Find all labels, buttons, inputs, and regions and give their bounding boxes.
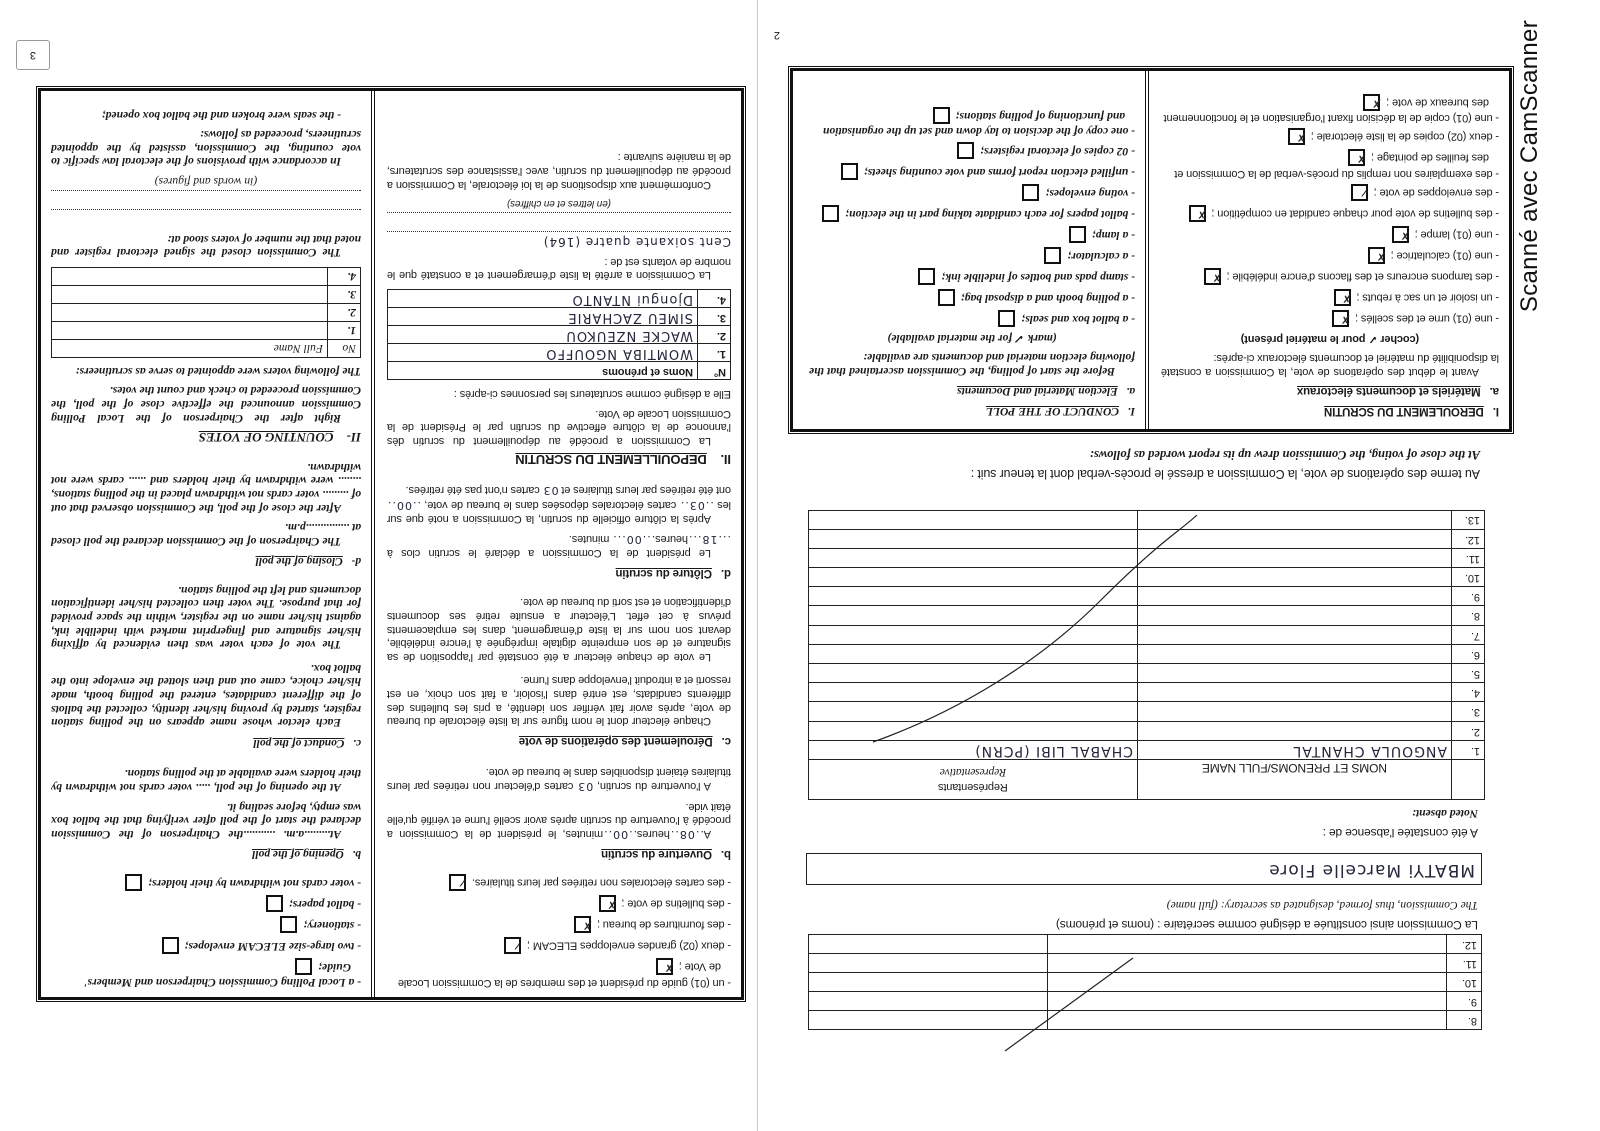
fr-d-p2: Après la clôture officielle du scrutin, la Commission a noté que sur les ..03.. cartes électorales déposées dans le bureau de vote, ..00.. ont été retirées par leurs titulaires et 03 cartes n'ont pas été retirées. <box>386 483 731 526</box>
checklist-item-label: - ballot papers; <box>288 898 361 912</box>
camscanner-watermark: Scanné avec CamScanner <box>1516 20 1543 313</box>
checklist-item <box>809 163 1135 180</box>
fr-b-p2: A l'ouverture du scrutin, 03 cartes d'électeur non retirées par leurs titulaires étaient disponibles dans le bureau de vote. <box>387 766 731 794</box>
checklist-item-label: - deux (02) grandes enveloppes ELECAM ; <box>527 940 731 952</box>
checklist-item <box>809 226 1135 243</box>
scrutineer-name: SIMEU ZACHARIE <box>388 308 698 326</box>
row-number: 1. <box>328 322 361 340</box>
checklist-item <box>387 874 731 891</box>
checklist-item <box>1161 128 1499 145</box>
checklist-item-label: - une (01) lampe ; <box>1414 228 1499 241</box>
checklist-item-label: - des bulletins de vote pour chaque candidat en compétition ; <box>1211 207 1499 220</box>
checklist-item-label: - un (01) guide du président et des membres de la Commission Locale de Vote ; <box>398 961 731 989</box>
secretary-label-en: The Commission, thus formed, designated as secretary: (full name) <box>1166 899 1478 912</box>
checklist-item-label: - voting envelopes; <box>1045 186 1135 200</box>
column-divider <box>371 91 375 997</box>
checklist-item <box>809 142 1135 159</box>
checklist-item <box>809 247 1135 264</box>
fr-ii-p2: Elle a désigné comme scrutateurs les personnes ci-après : <box>454 387 731 400</box>
row-number: 5. <box>1452 664 1485 683</box>
absent-representative <box>809 625 1138 644</box>
checkbox[interactable]: ✗ <box>1288 128 1305 145</box>
checkbox[interactable]: ✗ <box>574 916 591 933</box>
checklist-item <box>51 958 361 989</box>
checkbox[interactable] <box>1044 247 1061 264</box>
absent-name <box>1138 625 1452 644</box>
row-number: 12. <box>1447 935 1482 954</box>
secretary-name: MBATYi Marcelle Flore <box>1268 860 1475 880</box>
checklist-item-label: - ballot papers for each candidate taking part in the election; <box>845 207 1135 221</box>
checklist-item-label: - des tampons encreurs et des flacons d'encre indélébile ; <box>1226 270 1499 283</box>
absent-representative <box>809 587 1138 606</box>
en-ii-p2: The following voters were appointed to serve as scrutineers: <box>75 364 361 378</box>
scrutineers-table-en <box>51 267 361 358</box>
checklist-item <box>1161 247 1499 264</box>
checklist-item-label: - stamp pads and bottles of indelible ink; <box>941 270 1135 284</box>
row-number: 10. <box>1452 568 1485 587</box>
checklist-item-label: - un isoloir et un sac à rebuts ; <box>1356 291 1499 304</box>
left-page-fr <box>377 91 741 997</box>
checkbox[interactable] <box>295 958 312 975</box>
checkbox[interactable] <box>918 268 935 285</box>
checkbox[interactable]: ✗ <box>1348 149 1365 166</box>
checklist-item-label: - des enveloppes de vote ; <box>1373 186 1499 199</box>
en-b-heading: b. Opening of the poll <box>252 848 361 861</box>
checklist-item-label: - stationery; <box>303 919 361 933</box>
fr-c-p2: Le vote de chaque électeur a été constaté par l'apposition de sa signature et de son empreinte digitale imprégnée à l'encre indélébile, devant son nom sur la liste d'émargement, dans les emplacements prévus à cet effet. L'électeur a ensuite retiré ses documents d'identification et est sorti du bureau de vote. <box>387 596 731 663</box>
table-row <box>388 326 731 344</box>
absent-name <box>1138 721 1452 740</box>
scrutineers-header-no: N° <box>698 362 731 380</box>
table-row <box>809 625 1485 644</box>
checklist-item-label: - des exemplaires non remplis du procès-verbal de la Commission et des feuilles de pointage ; <box>1174 152 1499 181</box>
scrutineer-name <box>52 286 328 304</box>
absent-name <box>1138 529 1452 548</box>
row-number: 9. <box>1452 587 1485 606</box>
row-number: 11. <box>1447 954 1482 973</box>
checklist-item-label: - une (01) calculatrice ; <box>1390 249 1499 262</box>
absent-table-header <box>809 760 1485 800</box>
table-row <box>809 568 1485 587</box>
checklist-item <box>809 310 1135 327</box>
row-number: 13. <box>1452 510 1485 529</box>
checkbox[interactable] <box>280 916 297 933</box>
scrutineer-name <box>52 268 328 286</box>
table-row <box>809 529 1485 548</box>
table-row <box>388 290 731 308</box>
absent-representative <box>809 702 1138 721</box>
section1-fr-subheading: a. Matériels et documents électoraux <box>1296 385 1499 398</box>
absent-representative <box>809 721 1138 740</box>
checklist-item-label: - a ballot box and seals; <box>1021 312 1135 326</box>
page-number-right: 2 <box>774 29 780 41</box>
scrutineers-header-name: Noms et prénoms <box>388 362 698 380</box>
row-number: 11. <box>1452 548 1485 567</box>
row-number: 12. <box>1452 529 1485 548</box>
en-ii-p5: - the seals were broken and the ballot box opened; <box>101 108 341 122</box>
checklist-item <box>1161 289 1499 306</box>
checkbox[interactable] <box>162 937 179 954</box>
section1-en-heading: I. CONDUCT OF THE POLL <box>986 405 1135 417</box>
row-number: 3. <box>328 286 361 304</box>
en-d-heading: d- Closing of the poll <box>255 555 361 568</box>
checkbox[interactable] <box>933 107 950 124</box>
scrutineer-name <box>52 322 328 340</box>
section1-fr <box>1151 71 1509 429</box>
secretary-label-fr: La Commission ainsi constituée a désigné comme secrétaire : (noms et prénoms) <box>1056 918 1478 932</box>
fr-ii-hint: (en lettres et en chiffres) <box>507 198 611 210</box>
table-row <box>809 740 1485 759</box>
fr-c-p1: Chaque électeur dont le nom figure sur la liste électorale du bureau de vote, après avoir fait vérifier son identité, a pris les bulletins des différents candidats, est entré dans l'isoloir, a fait son choix, en est ressorti et a introduit l'enveloppe dans l'urne. <box>387 674 731 728</box>
header-full-name: NOMS ET PRENOMS/FULL NAME <box>1138 760 1452 800</box>
table-row <box>52 286 361 304</box>
checkbox[interactable]: ✗ <box>1392 226 1409 243</box>
checklist-item <box>51 895 361 912</box>
section-conduct-box <box>790 68 1512 432</box>
checklist-item-label: - two large-size ELECAM envelopes; <box>184 940 361 954</box>
checkbox[interactable] <box>822 205 839 222</box>
strike-line-members <box>1005 958 1133 1051</box>
checklist-item <box>1161 184 1499 201</box>
checklist-item <box>387 958 731 989</box>
checklist-item <box>809 289 1135 306</box>
absent-name <box>1138 683 1452 702</box>
table-row <box>809 702 1485 721</box>
table-row <box>388 308 731 326</box>
checklist-item-label: - une (01) urne et des scellés ; <box>1355 312 1499 325</box>
row-number: 8. <box>1452 606 1485 625</box>
fr-ii-heading: II. DEPOUILLEMENT DU SCRUTIN <box>515 452 731 468</box>
absent-representative: CHABAL LIBI (PCRN) <box>809 740 1138 759</box>
checkbox[interactable]: ✗ <box>1368 247 1385 264</box>
absence-label-fr: A été constatée l'absence de : <box>1322 826 1478 840</box>
absent-name <box>1138 664 1452 683</box>
scrutineers-header-no: No <box>328 340 361 358</box>
fr-ii-p4: Conformément aux dispositions de la loi électorale, la Commission a procédé au dépouillement du scrutin, avec l'assistance des scrutateurs, de la manière suivante : <box>387 151 731 191</box>
en-b-p2: At the opening of the poll, ..... voter cards not withdrawn by their holders were available at the polling station. <box>51 767 361 795</box>
absent-name <box>1138 702 1452 721</box>
absent-name <box>1138 587 1452 606</box>
checklist-item <box>51 874 361 891</box>
section1-en-hint: (mark ✓ for the material available) <box>887 331 1057 345</box>
checklist-item <box>1161 310 1499 327</box>
row-number: 4. <box>698 290 731 308</box>
absent-representative <box>809 606 1138 625</box>
fr-c-heading: c. Déroulement des opérations de vote <box>518 734 731 747</box>
section1-en-intro: Before the start of polling, the Commission ascertained that the following election material and documents are available: <box>809 351 1135 378</box>
checkbox[interactable] <box>998 310 1015 327</box>
absence-label-en: Noted absent: <box>1411 807 1478 820</box>
en-ii-p4: In accordance with provisions of the electoral law specific to vote counting, the Commission, assisted by the appointed scrutineers, proceeded as follows: <box>51 128 361 169</box>
checkbox[interactable]: ✗ <box>1204 268 1221 285</box>
checkbox[interactable]: ✗ <box>1334 289 1351 306</box>
table-row <box>809 510 1485 529</box>
table-row <box>809 664 1485 683</box>
absent-representative <box>809 510 1138 529</box>
checklist-item-label: - voter cards not withdrawn by their holders; <box>148 877 361 891</box>
row-number: 9. <box>1447 992 1482 1011</box>
checklist-item-label: - a polling booth and a disposal bag; <box>960 291 1135 305</box>
dotted-line <box>51 190 361 207</box>
checkbox[interactable]: ✗ <box>1363 94 1380 111</box>
checklist-item <box>809 205 1135 222</box>
row-number: 8. <box>1447 1011 1482 1030</box>
checklist-item <box>387 895 731 912</box>
absent-representative <box>809 683 1138 702</box>
checkbox[interactable]: ✗ <box>1332 310 1349 327</box>
dotted-line <box>51 209 361 226</box>
scrutineer-name: WOMTIBA NGOUFFO <box>388 344 698 362</box>
checklist-item-label: - a lamp; <box>1091 228 1135 242</box>
en-ii-heading: II- COUNTING OF VOTES <box>198 430 361 446</box>
checklist-item <box>1161 205 1499 222</box>
checklist-item-label: - a Local Polling Commission Chairperson and Members' Guide; <box>84 961 361 989</box>
row-number: 6. <box>1452 644 1485 663</box>
checklist-item-label: - one copy of the decision to lay down and set up the organisation and functioning of polling stations; <box>822 110 1135 139</box>
absent-representative <box>809 664 1138 683</box>
absent-representative <box>809 529 1138 548</box>
checklist-item-label: - unfilled election report forms and vote counting sheets; <box>863 165 1135 179</box>
row-number: 3. <box>1452 702 1485 721</box>
checklist-item-label: - 02 copies of electoral registers; <box>980 144 1135 158</box>
absent-name <box>1138 548 1452 567</box>
absent-name <box>1138 644 1452 663</box>
row-number: 4. <box>328 268 361 286</box>
secretary-box <box>806 853 1482 885</box>
absent-name <box>1138 606 1452 625</box>
header-rep-fr: Représentants <box>938 781 1008 794</box>
row-number: 3. <box>698 308 731 326</box>
scrutineer-name: WACKE NZEUKOU <box>388 326 698 344</box>
checkbox[interactable] <box>1022 184 1039 201</box>
checklist-item <box>809 184 1135 201</box>
section1-fr-intro: Avant le début des opérations de vote, la Commission a constaté la disponibilité du matériel et documents électoraux ci-après: <box>1161 352 1499 378</box>
table-row <box>388 344 731 362</box>
checkbox[interactable]: ✗ <box>1189 205 1206 222</box>
row-number: 1. <box>1452 740 1485 759</box>
en-c-p1: Each elector whose name appears on the polling station register, started by proving his/her identity, collected the ballots of the different candidates, entered the polling booth, made his/her choice, came out and then slotted the envelope into the ballot box. <box>51 661 361 730</box>
row-number: 2. <box>698 326 731 344</box>
en-d-p2: After the close of the poll, the Commission observed that out of ......... voter cards not withdrawn placed in the polling stations, ........ were withdrawn by their holders and ...... cards were not withdrawn. <box>51 460 361 515</box>
table-row <box>52 304 361 322</box>
row-number: 10. <box>1447 973 1482 992</box>
closing-statement-en: At the close of voting, the Commission drew up its report worded as follows: <box>1089 448 1480 462</box>
checkbox[interactable]: ✗ <box>599 895 616 912</box>
en-c-heading: c. Conduct of the poll <box>253 736 361 749</box>
table-row <box>809 721 1485 740</box>
row-number: 2. <box>328 304 361 322</box>
checkbox[interactable] <box>266 895 283 912</box>
table-row <box>809 683 1485 702</box>
section1-en <box>799 71 1145 429</box>
checklist-item-label: - des bulletins de vote ; <box>621 898 731 910</box>
left-page-en <box>41 91 371 997</box>
checkbox[interactable] <box>841 163 858 180</box>
page-number-left: 3 <box>16 40 50 70</box>
voters-count: Cent soixante quatre (164) <box>542 235 731 250</box>
closing-statement-fr: Au terme des opérations de vote, la Commission a dressé le procès-verbal dont la teneur suit : <box>970 467 1480 481</box>
row-number: 4. <box>1452 683 1485 702</box>
checklist-item <box>387 937 731 954</box>
fr-b-p1: A..08..heures..00..minutes, le président de la Commission a procédé à l'ouverture du scrutin après avoir scellé l'urne et vérifié qu'elle était vide. <box>387 800 731 841</box>
fr-d-p1: Le président de la Commission a déclaré le scrutin clos à ...18...heures...00... minutes. <box>387 532 731 560</box>
fr-ii-p1: La Commission a procédé au dépouillement du scrutin dès l'annonce de la clôture effective du scrutin par le Président de la Commission Locale de Vote. <box>387 407 731 447</box>
checklist-item-label: - une (01) copie de la décision fixant l'organisation et le fonctionnement des bureaux de vote ; <box>1163 96 1499 125</box>
row-number: 1. <box>698 344 731 362</box>
checklist-item-label: - deux (02) copies de la liste électorale ; <box>1311 131 1499 144</box>
checklist-item-label: - des fournitures de bureau ; <box>597 919 731 931</box>
checklist-item <box>1161 268 1499 285</box>
absent-table <box>808 510 1485 800</box>
en-b-p1: At.........a.m. ...........the Chairperson of the Commission declared the start of the poll after verifying that the ballot box was empty, before sealing it. <box>51 800 361 841</box>
checkbox[interactable] <box>938 289 955 306</box>
checklist-item <box>387 916 731 933</box>
checklist-item-label: - a calculator; <box>1067 249 1135 263</box>
checklist-item <box>809 268 1135 285</box>
checkbox[interactable] <box>125 874 142 891</box>
checklist-item-label: - des cartes électorales non retirées par leurs titulaires. <box>472 877 731 889</box>
scrutineer-name <box>52 304 328 322</box>
section1-fr-heading: I. DEROULEMENT DU SCRUTIN <box>1324 405 1499 417</box>
en-c-p2: The vote of each voter was then evidenced by affixing his/her signature and fingerprint marked with indelible ink, against his/her name on the register, within the space provided for that purpose. The voter then collected his/her identification documents and left the polling station. <box>51 583 361 652</box>
scrutineers-header-name: Full Name <box>52 340 328 358</box>
fr-ii-p3: La Commission a arrêté la liste d'émargement et a constaté que le nombre de votants est de : <box>387 255 731 282</box>
absent-representative <box>809 644 1138 663</box>
en-d-p1: The Chairperson of the Commission declared the poll closed at ...............p.m. <box>51 521 361 548</box>
checklist-item <box>51 916 361 933</box>
table-row <box>809 587 1485 606</box>
row-number: 7. <box>1452 625 1485 644</box>
en-ii-p1: Right after the Chairperson of the Local Polling Commission announced the effective close of the poll, the Commission proceeded to check and count the votes. <box>51 384 361 425</box>
section1-fr-hint: (cocher ✓ pour le matériel présent) <box>1240 332 1420 345</box>
table-row <box>809 644 1485 663</box>
checklist-item <box>1161 94 1499 125</box>
en-ii-hint: (in words and figures) <box>154 175 258 188</box>
checklist-item <box>1161 149 1499 180</box>
en-ii-p3: The Commission closed the signed electoral register and noted that the number of voters stood at: <box>51 232 361 260</box>
row-number: 2. <box>1452 721 1485 740</box>
column-divider <box>1145 71 1149 429</box>
checkbox[interactable]: ✓ <box>1351 184 1368 201</box>
table-row <box>52 322 361 340</box>
absent-name <box>1138 510 1452 529</box>
header-rep-en: Representative <box>939 766 1007 780</box>
checklist-item <box>809 107 1135 138</box>
scrutineers-table-fr <box>387 289 731 380</box>
absent-name <box>1138 568 1452 587</box>
checklist-item <box>51 937 361 954</box>
checkbox[interactable] <box>1069 226 1086 243</box>
voters-count-line <box>387 231 731 248</box>
scrutineer-name: Djongui NTANTO <box>388 290 698 308</box>
checklist-item <box>1161 226 1499 243</box>
absent-name: ANGOULA CHANTAL <box>1138 740 1452 759</box>
table-row <box>52 268 361 286</box>
checkbox[interactable]: ✓ <box>449 874 466 891</box>
fr-b-heading: b. Ouverture du scrutin <box>601 848 731 861</box>
left-page-box <box>38 88 744 1000</box>
checkbox[interactable]: ✗ <box>656 958 673 975</box>
table-row <box>809 548 1485 567</box>
absent-representative <box>809 568 1138 587</box>
section1-en-subheading: a. Election Material and Documents <box>957 385 1135 398</box>
checkbox[interactable] <box>957 142 974 159</box>
table-row <box>809 606 1485 625</box>
dotted-line <box>387 212 731 229</box>
checkbox[interactable]: ✓ <box>504 937 521 954</box>
absent-representative <box>809 548 1138 567</box>
fr-d-heading: d. Clôture du scrutin <box>615 566 731 579</box>
